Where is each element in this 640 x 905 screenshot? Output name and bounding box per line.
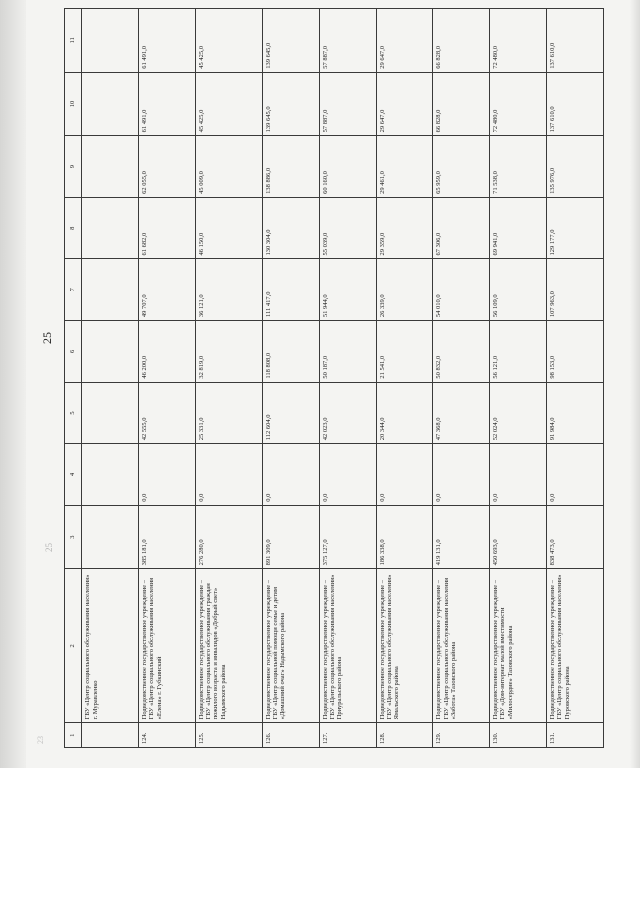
column-number: 7 — [65, 259, 82, 321]
amount-cell: 52 024,0 — [490, 382, 547, 444]
table-row — [319, 9, 376, 748]
amount-cell: 112 604,0 — [262, 382, 319, 444]
row-number-cell: 131. — [547, 723, 604, 748]
amount-cell: 118 808,0 — [262, 321, 319, 383]
table-row — [82, 9, 139, 748]
column-number: 3 — [65, 505, 82, 569]
amount-cell: 57 887,0 — [319, 72, 376, 136]
amount-cell: 375 127,0 — [319, 505, 376, 569]
row-number-cell: 128. — [376, 723, 433, 748]
amount-cell: 50 832,0 — [433, 321, 490, 383]
table-row — [547, 9, 604, 748]
amount-cell — [82, 321, 139, 383]
table-row — [376, 9, 433, 748]
column-number: 10 — [65, 72, 82, 136]
amount-cell: 54 010,0 — [433, 259, 490, 321]
amount-cell: 276 280,0 — [195, 505, 262, 569]
corner-mark: 23 — [36, 736, 45, 744]
amount-cell: 42 023,0 — [319, 382, 376, 444]
amount-cell: 47 368,0 — [433, 382, 490, 444]
amount-cell: 186 338,0 — [376, 505, 433, 569]
amount-cell: 135 976,0 — [547, 136, 604, 198]
amount-cell — [82, 444, 139, 506]
table-row — [262, 9, 319, 748]
amount-cell: 107 963,0 — [547, 259, 604, 321]
amount-cell: 50 187,0 — [319, 321, 376, 383]
table-row — [433, 9, 490, 748]
institution-name-cell: Подведомственное государственное учреждение – ГБУ «Центр социального обслуживания населения» Пуровского района — [547, 569, 604, 723]
column-number: 1 — [65, 723, 82, 748]
amount-cell: 45 425,0 — [195, 72, 262, 136]
amount-cell: 0,0 — [433, 444, 490, 506]
column-number: 8 — [65, 197, 82, 259]
amount-cell: 385 181,0 — [139, 505, 196, 569]
institution-name-cell: Подведомственное государственное учреждение – ГБУ «Центр социального обслуживания граждан пожилого возраста и инвалидов «Добрый свет» Надымского района — [195, 569, 262, 723]
amount-cell: 67 306,0 — [433, 197, 490, 259]
amount-cell: 139 645,0 — [262, 72, 319, 136]
table-row — [490, 9, 547, 748]
amount-cell: 138 886,0 — [262, 136, 319, 198]
table-row — [195, 9, 262, 748]
row-number-cell: 130. — [490, 723, 547, 748]
amount-cell: 0,0 — [547, 444, 604, 506]
amount-cell: 69 941,0 — [490, 197, 547, 259]
amount-cell: 29 359,0 — [376, 197, 433, 259]
amount-cell: 137 610,0 — [547, 9, 604, 73]
amount-cell — [82, 197, 139, 259]
institution-name-cell: ГБУ «Центр социального обслуживания населения» г. Муравленко — [82, 569, 139, 723]
amount-cell: 139 645,0 — [262, 9, 319, 73]
amount-cell: 0,0 — [376, 444, 433, 506]
amount-cell: 42 555,0 — [139, 382, 196, 444]
amount-cell: 61 491,0 — [139, 9, 196, 73]
column-number-row — [65, 9, 82, 748]
amount-cell: 0,0 — [139, 444, 196, 506]
amount-cell: 450 693,0 — [490, 505, 547, 569]
row-number-cell: 129. — [433, 723, 490, 748]
row-number-cell — [82, 723, 139, 748]
row-number-cell: 124. — [139, 723, 196, 748]
institution-name-cell: Подведомственное государственное учреждение – ГБУ «Центр социальной помощи семье и детям «Домашний очаг» Надымского района — [262, 569, 319, 723]
amount-cell: 21 541,0 — [376, 321, 433, 383]
amount-cell: 20 344,0 — [376, 382, 433, 444]
amount-cell: 891 309,0 — [262, 505, 319, 569]
institution-name-cell: Подведомственное государственное учреждение – ГБУ «Центр социального обслуживания населения» Ямальского района — [376, 569, 433, 723]
column-number: 5 — [65, 382, 82, 444]
amount-cell: 26 339,0 — [376, 259, 433, 321]
amount-cell: 65 959,0 — [433, 136, 490, 198]
amount-cell — [82, 382, 139, 444]
amount-cell: 91 984,0 — [547, 382, 604, 444]
amount-cell — [82, 136, 139, 198]
amount-cell — [82, 9, 139, 73]
amount-cell: 66 828,0 — [433, 9, 490, 73]
amount-cell: 61 682,0 — [139, 197, 196, 259]
amount-cell: 72 480,0 — [490, 9, 547, 73]
row-number-cell: 126. — [262, 723, 319, 748]
amount-cell: 419 131,0 — [433, 505, 490, 569]
amount-cell: 0,0 — [262, 444, 319, 506]
amount-cell: 62 055,0 — [139, 136, 196, 198]
column-number: 2 — [65, 569, 82, 723]
amount-cell — [82, 505, 139, 569]
column-number: 9 — [65, 136, 82, 198]
row-number-cell: 125. — [195, 723, 262, 748]
bleed-through-page-number: 25 — [44, 543, 54, 552]
amount-cell — [82, 259, 139, 321]
amount-cell: 98 153,0 — [547, 321, 604, 383]
amount-cell: 130 304,0 — [262, 197, 319, 259]
rotated-table-container — [64, 8, 604, 748]
column-number: 11 — [65, 9, 82, 73]
amount-cell: 29 647,0 — [376, 72, 433, 136]
amount-cell: 838 473,0 — [547, 505, 604, 569]
amount-cell: 137 610,0 — [547, 72, 604, 136]
amount-cell: 51 944,0 — [319, 259, 376, 321]
amount-cell — [82, 72, 139, 136]
amount-cell: 29 647,0 — [376, 9, 433, 73]
amount-cell: 66 828,0 — [433, 72, 490, 136]
institution-name-cell: Подведомственное государственное учреждение – ГБУ «Центр социального обслуживания населения «Елена» г. Губкинский — [139, 569, 196, 723]
page-number: 25 — [40, 332, 54, 344]
amount-cell: 60 160,0 — [319, 136, 376, 198]
amount-cell: 0,0 — [490, 444, 547, 506]
amount-cell: 57 887,0 — [319, 9, 376, 73]
amount-cell: 111 417,0 — [262, 259, 319, 321]
amount-cell: 49 707,0 — [139, 259, 196, 321]
amount-cell: 25 331,0 — [195, 382, 262, 444]
amount-cell: 45 425,0 — [195, 9, 262, 73]
column-number: 4 — [65, 444, 82, 506]
institution-name-cell: Подведомственное государственное учреждение – ГБУ «Центр социального обслуживания населения «Забота» Тазовского района — [433, 569, 490, 723]
column-number: 6 — [65, 321, 82, 383]
table-row — [139, 9, 196, 748]
amount-cell: 45 009,0 — [195, 136, 262, 198]
scan-edge-shadow-right — [630, 0, 640, 768]
row-number-cell: 127. — [319, 723, 376, 748]
amount-cell: 71 538,0 — [490, 136, 547, 198]
amount-cell: 32 819,0 — [195, 321, 262, 383]
amount-cell: 72 480,0 — [490, 72, 547, 136]
scan-edge-shadow-left — [0, 0, 26, 768]
institution-name-cell: Подведомственное государственное учреждение – ГБУ «Дом-интернат малой вместимости «Милосердие» Тазовского района — [490, 569, 547, 723]
amount-cell: 56 109,0 — [490, 259, 547, 321]
amount-cell: 46 150,0 — [195, 197, 262, 259]
amount-cell: 61 491,0 — [139, 72, 196, 136]
budget-table — [64, 8, 604, 748]
amount-cell: 55 039,0 — [319, 197, 376, 259]
amount-cell: 36 121,0 — [195, 259, 262, 321]
amount-cell: 29 461,0 — [376, 136, 433, 198]
amount-cell: 129 177,0 — [547, 197, 604, 259]
amount-cell: 56 121,0 — [490, 321, 547, 383]
amount-cell: 46 200,0 — [139, 321, 196, 383]
institution-name-cell: Подведомственное государственное учреждение – ГБУ «Центр социального обслуживания населения» Приуральского района — [319, 569, 376, 723]
amount-cell: 0,0 — [195, 444, 262, 506]
amount-cell: 0,0 — [319, 444, 376, 506]
